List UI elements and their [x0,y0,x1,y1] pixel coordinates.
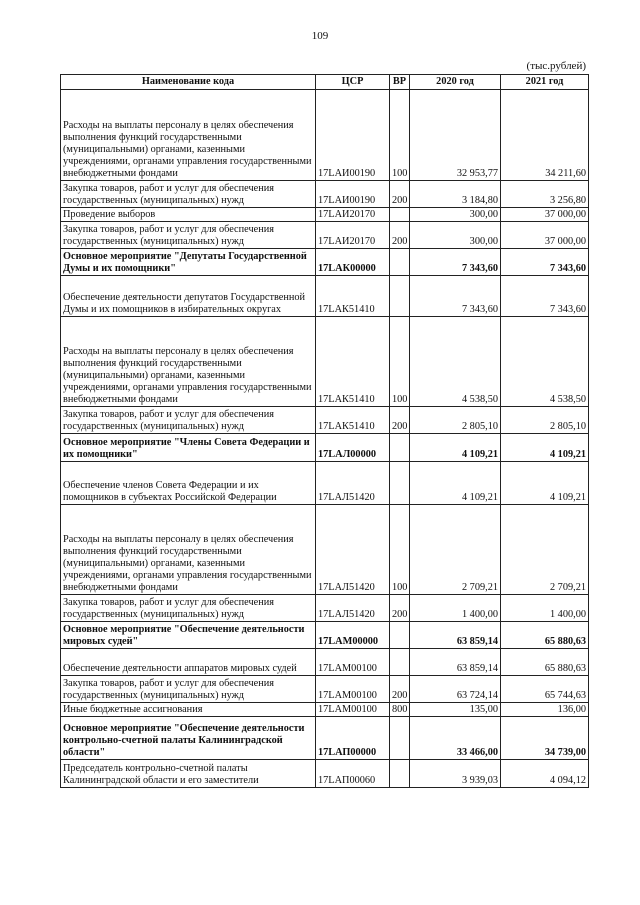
table-header-row [61,75,589,90]
cell-2021: 37 000,00 [501,208,589,222]
cell-csr: 17LАМ00100 [316,676,390,703]
cell-2020: 7 343,60 [410,249,501,276]
table-row [61,317,589,407]
cell-2020: 3 939,03 [410,760,501,788]
cell-csr: 17LАМ00000 [316,622,390,649]
cell-vr: 800 [390,703,410,717]
cell-2020: 1 400,00 [410,595,501,622]
cell-2021: 4 109,21 [501,462,589,505]
table-row [61,622,589,649]
cell-2021: 65 880,63 [501,649,589,676]
page-number: 109 [311,30,329,42]
cell-name: Закупка товаров, работ и услуг для обеспечения государственных (муниципальных) нужд [61,676,316,703]
cell-csr: 17LАИ00190 [316,181,390,208]
cell-2020: 300,00 [410,222,501,249]
cell-2020: 63 859,14 [410,622,501,649]
cell-vr [390,760,410,788]
cell-csr: 17LАЛ00000 [316,434,390,462]
cell-2020: 63 859,14 [410,649,501,676]
cell-name: Расходы на выплаты персоналу в целях обеспечения выполнения функций государственными (муниципальными) органами, казенными учреждениями, органами управления государственными внебюджетными фондами [61,317,316,407]
cell-2020: 2 709,21 [410,505,501,595]
cell-name: Обеспечение деятельности аппаратов мировых судей [61,649,316,676]
cell-2021: 2 805,10 [501,407,589,434]
cell-csr: 17LАП00000 [316,717,390,760]
cell-2021: 34 211,60 [501,90,589,181]
table-row [61,90,589,181]
cell-2020: 7 343,60 [410,276,501,317]
cell-2020: 4 538,50 [410,317,501,407]
table-row [61,208,589,222]
cell-2021: 4 094,12 [501,760,589,788]
cell-csr: 17LАК51410 [316,276,390,317]
cell-csr: 17LАЛ51420 [316,595,390,622]
cell-name: Основное мероприятие "Обеспечение деятельности мировых судей" [61,622,316,649]
cell-csr: 17LАК00000 [316,249,390,276]
cell-name: Закупка товаров, работ и услуг для обеспечения государственных (муниципальных) нужд [61,181,316,208]
cell-vr: 100 [390,90,410,181]
table-row [61,462,589,505]
cell-vr: 100 [390,505,410,595]
table-row [61,276,589,317]
cell-csr: 17LАК51410 [316,407,390,434]
cell-name: Обеспечение деятельности депутатов Государственной Думы и их помощников в избирательных округах [61,276,316,317]
cell-name: Обеспечение членов Совета Федерации и их помощников в субъектах Российской Федерации [61,462,316,505]
cell-2020: 135,00 [410,703,501,717]
table-row [61,703,589,717]
cell-vr [390,208,410,222]
cell-vr [390,249,410,276]
cell-2021: 34 739,00 [501,717,589,760]
cell-vr [390,276,410,317]
cell-vr [390,462,410,505]
cell-csr: 17LАЛ51420 [316,505,390,595]
cell-csr: 17LАИ20170 [316,208,390,222]
cell-csr: 17LАИ20170 [316,222,390,249]
cell-name: Расходы на выплаты персоналу в целях обеспечения выполнения функций государственными (муниципальными) органами, казенными учреждениями, органами управления государственными внебюджетными фондами [61,90,316,181]
header-csr: ЦСР [316,75,390,90]
cell-name: Расходы на выплаты персоналу в целях обеспечения выполнения функций государственными (муниципальными) органами, казенными учреждениями, органами управления государственными внебюджетными фондами [61,505,316,595]
cell-name: Закупка товаров, работ и услуг для обеспечения государственных (муниципальных) нужд [61,222,316,249]
cell-name: Закупка товаров, работ и услуг для обеспечения государственных (муниципальных) нужд [61,595,316,622]
cell-name: Иные бюджетные ассигнования [61,703,316,717]
cell-csr: 17LАЛ51420 [316,462,390,505]
cell-2020: 63 724,14 [410,676,501,703]
cell-name: Основное мероприятие "Члены Совета Федерации и их помощники" [61,434,316,462]
cell-vr: 200 [390,407,410,434]
cell-vr: 100 [390,317,410,407]
cell-name: Основное мероприятие "Депутаты Государственной Думы и их помощники" [61,249,316,276]
cell-name: Проведение выборов [61,208,316,222]
table-row [61,717,589,760]
cell-vr [390,717,410,760]
cell-vr: 200 [390,222,410,249]
table-row [61,434,589,462]
table-row [61,407,589,434]
cell-2021: 37 000,00 [501,222,589,249]
cell-vr [390,622,410,649]
cell-csr: 17LАМ00100 [316,649,390,676]
header-vr: ВР [390,75,410,90]
cell-2020: 300,00 [410,208,501,222]
cell-2021: 7 343,60 [501,249,589,276]
cell-2021: 65 880,63 [501,622,589,649]
cell-2020: 4 109,21 [410,434,501,462]
cell-2021: 65 744,63 [501,676,589,703]
cell-vr: 200 [390,595,410,622]
cell-2020: 32 953,77 [410,90,501,181]
cell-vr [390,649,410,676]
cell-vr: 200 [390,181,410,208]
cell-name: Закупка товаров, работ и услуг для обеспечения государственных (муниципальных) нужд [61,407,316,434]
cell-csr: 17LАП00060 [316,760,390,788]
cell-csr: 17LАМ00100 [316,703,390,717]
table-body [61,90,589,788]
table-row [61,760,589,788]
cell-vr [390,434,410,462]
cell-csr: 17LАИ00190 [316,90,390,181]
header-2020: 2020 год [410,75,501,90]
cell-2021: 136,00 [501,703,589,717]
cell-name: Основное мероприятие "Обеспечение деятельности контрольно-счетной палаты Калининградской области" [61,717,316,760]
table-row [61,222,589,249]
header-2021: 2021 год [501,75,589,90]
table-row [61,649,589,676]
cell-vr: 200 [390,676,410,703]
cell-csr: 17LАК51410 [316,317,390,407]
table-row [61,249,589,276]
cell-2021: 2 709,21 [501,505,589,595]
cell-2020: 3 184,80 [410,181,501,208]
table-row [61,595,589,622]
header-name: Наименование кода [61,75,316,90]
table-row [61,676,589,703]
cell-2020: 2 805,10 [410,407,501,434]
cell-2021: 3 256,80 [501,181,589,208]
budget-table [60,74,589,788]
cell-2021: 7 343,60 [501,276,589,317]
table-row [61,505,589,595]
cell-name: Председатель контрольно-счетной палаты Калининградской области и его заместители [61,760,316,788]
table-row [61,181,589,208]
units-label: (тыс.рублей) [526,60,586,72]
cell-2020: 4 109,21 [410,462,501,505]
cell-2020: 33 466,00 [410,717,501,760]
cell-2021: 4 538,50 [501,317,589,407]
cell-2021: 4 109,21 [501,434,589,462]
cell-2021: 1 400,00 [501,595,589,622]
